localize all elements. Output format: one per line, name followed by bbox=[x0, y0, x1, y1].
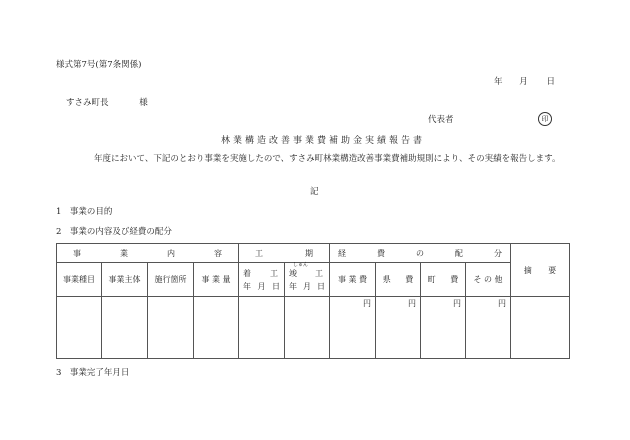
date-line bbox=[494, 75, 555, 87]
sub-project-body: 事業主体 bbox=[102, 263, 148, 297]
start-b-2: 日 bbox=[272, 281, 280, 291]
header-remarks bbox=[511, 244, 570, 297]
header-cost bbox=[330, 244, 511, 263]
hc-3: 容 bbox=[214, 248, 222, 258]
soc-0: そ bbox=[473, 275, 482, 284]
hco-2: の bbox=[416, 248, 424, 258]
cell-qty bbox=[194, 297, 239, 359]
hc-1: 業 bbox=[120, 248, 128, 258]
hco-1: 費 bbox=[377, 248, 385, 258]
finish-b-1: 月 bbox=[303, 281, 311, 291]
hr-1: 要 bbox=[548, 265, 557, 275]
section-purpose: 1 事業の目的 bbox=[56, 207, 113, 217]
header-content bbox=[57, 244, 239, 263]
header-period bbox=[239, 244, 330, 263]
finish-top-1: 工 bbox=[315, 268, 323, 278]
spc-0: 県 bbox=[382, 275, 391, 284]
yen-town: 円 bbox=[421, 297, 466, 359]
soc-1: の bbox=[484, 275, 492, 284]
finish-ruby: しゅん bbox=[293, 261, 309, 268]
section-completion: 3 事業完了年月日 bbox=[56, 368, 130, 378]
date-day: 日 bbox=[546, 77, 555, 87]
finish-b-0: 年 bbox=[289, 281, 297, 291]
sub-project-type: 事業種目 bbox=[57, 263, 102, 297]
yen-total: 円 bbox=[330, 297, 376, 359]
sub-start bbox=[239, 263, 285, 297]
sub-town-cost bbox=[421, 263, 466, 297]
finish-b-2: 日 bbox=[317, 281, 325, 291]
yen-other: 円 bbox=[466, 297, 511, 359]
stw-1: 費 bbox=[450, 275, 459, 284]
start-b-0: 年 bbox=[243, 281, 251, 291]
start-top-1: 工 bbox=[270, 268, 278, 278]
soc-2: 他 bbox=[494, 275, 503, 284]
cell-body bbox=[102, 297, 148, 359]
start-top-0: 着 bbox=[243, 268, 251, 278]
stc-2: 費 bbox=[359, 275, 368, 284]
cell-remarks bbox=[511, 297, 570, 359]
stw-0: 町 bbox=[427, 275, 436, 284]
addressee bbox=[66, 96, 148, 108]
hco-0: 経 bbox=[338, 248, 346, 258]
section-content: 2 事業の内容及び経費の配分 bbox=[56, 227, 172, 237]
hp-1: 期 bbox=[305, 248, 313, 258]
cell-start bbox=[239, 297, 285, 359]
cell-finish bbox=[285, 297, 330, 359]
sub-finish bbox=[285, 263, 330, 297]
sub-total-cost bbox=[330, 263, 376, 297]
hco-4: 分 bbox=[494, 248, 502, 258]
body-text: 年度において、下記のとおり事業を実施したので、すさみ町林業構造改善事業費補助規則により、その実績を報告します。 bbox=[94, 154, 561, 164]
ki-heading: 記 bbox=[310, 187, 319, 197]
stc-1: 業 bbox=[348, 275, 357, 284]
hco-3: 配 bbox=[455, 248, 463, 258]
start-b-1: 月 bbox=[257, 281, 266, 291]
sub-other-cost bbox=[466, 263, 511, 297]
seal-mark: 印 bbox=[538, 112, 552, 126]
sub-pref-cost bbox=[376, 263, 421, 297]
hp-0: 工 bbox=[255, 248, 263, 258]
representative-label: 代表者 bbox=[428, 115, 454, 125]
addressee-honorific: 様 bbox=[139, 98, 148, 108]
cell-site bbox=[148, 297, 194, 359]
form-label: 様式第7号(第7条関係) bbox=[56, 60, 142, 70]
stc-0: 事 bbox=[337, 275, 346, 284]
expense-table bbox=[56, 243, 570, 359]
yen-pref: 円 bbox=[376, 297, 421, 359]
cell-type bbox=[57, 297, 102, 359]
hc-2: 内 bbox=[167, 248, 175, 258]
hc-0: 事 bbox=[73, 248, 81, 258]
date-month: 月 bbox=[519, 77, 528, 87]
document-title: 林業構造改善事業費補助金実績報告書 bbox=[221, 136, 426, 146]
sub-quantity: 事 業 量 bbox=[194, 263, 239, 297]
sub-site: 施行箇所 bbox=[148, 263, 194, 297]
finish-top-0: 竣 bbox=[289, 268, 297, 278]
date-year: 年 bbox=[494, 77, 503, 87]
hr-0: 摘 bbox=[523, 265, 532, 275]
addressee-town: すさみ町長 bbox=[66, 98, 109, 108]
spc-1: 費 bbox=[405, 275, 414, 284]
